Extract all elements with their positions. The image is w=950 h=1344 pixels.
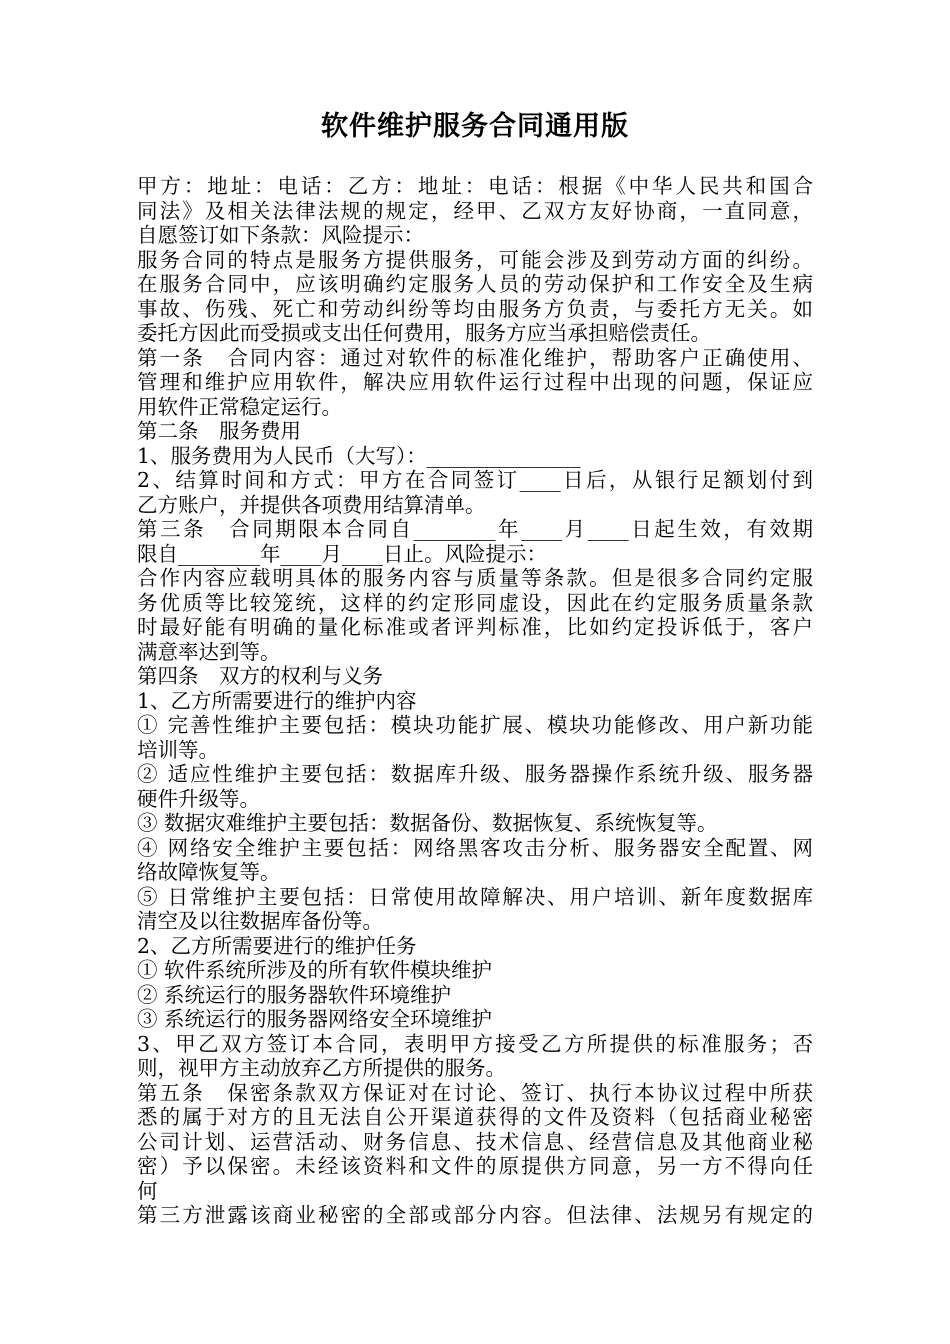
text-line: 第三方泄露该商业秘密的全部或部分内容。但法律、法规另有规定的	[137, 1203, 813, 1227]
text-line: ⑤ 日常维护主要包括：日常使用故障解决、用户培训、新年度数据库	[137, 884, 813, 909]
text-line: 事故、伤残、死亡和劳动纠纷等均由服务方负责，与委托方无关。如	[137, 296, 813, 321]
text-line: 第五条 保密条款双方保证对在讨论、签订、执行本协议过程中所获	[137, 1080, 813, 1105]
text-line: 用软件正常稳定运行。	[137, 394, 342, 419]
text-line: ① 软件系统所涉及的所有软件模块维护	[137, 958, 493, 982]
text-line: 则，视甲方主动放弃乙方所提供的服务。	[137, 1056, 506, 1080]
text-line: 务优质等比较笼统，这样的约定形同虚设，因此在约定服务质量条款	[137, 590, 813, 615]
text-line: 满意率达到等。	[137, 639, 281, 664]
text-line: 服务合同的特点是服务方提供服务，可能会涉及到劳动方面的纠纷。	[137, 247, 813, 272]
text-line: 密）予以保密。未经该资料和文件的原提供方同意，另一方不得向任	[137, 1154, 813, 1178]
text-line: 管理和维护应用软件，解决应用软件运行过程中出现的问题，保证应	[137, 370, 813, 394]
text-line: ③ 数据灾难维护主要包括：数据备份、数据恢复、系统恢复等。	[137, 811, 718, 835]
text-line: 硬件升级等。	[137, 786, 260, 811]
text-line: 1、乙方所需要进行的维护内容	[137, 688, 417, 713]
text-line: ④ 网络安全维护主要包括：网络黑客攻击分析、服务器安全配置、网	[137, 835, 813, 860]
text-line: 第二条 服务费用	[137, 419, 301, 443]
text-line: 自愿签订如下条款：风险提示：	[137, 223, 424, 247]
text-line: 限自________年____月____日止。风险提示：	[137, 541, 547, 566]
text-line: 同法》及相关法律法规的规定，经甲、乙双方友好协商，一直同意，	[137, 198, 813, 223]
text-line: 第一条 合同内容：通过对软件的标准化维护，帮助客户正确使用、	[137, 345, 813, 370]
text-line: ③ 系统运行的服务器网络安全环境维护	[137, 1007, 493, 1031]
text-line: 2、结算时间和方式：甲方在合同签订____日后，从银行足额划付到	[137, 468, 813, 492]
text-line: 委托方因此而受损或支出任何费用，服务方应当承担赔偿责任。	[137, 321, 711, 345]
document-body	[137, 174, 813, 1228]
text-line: 公司计划、运营活动、财务信息、技术信息、经营信息及其他商业秘	[137, 1129, 813, 1154]
text-line: 清空及以往数据库备份等。	[137, 909, 383, 933]
text-line: 何	[137, 1178, 158, 1203]
text-line: 在服务合同中，应该明确约定服务人员的劳动保护和工作安全及生病	[137, 272, 813, 296]
document-title: 软件维护服务合同通用版	[321, 111, 629, 142]
text-line: 络故障恢复等。	[137, 860, 281, 884]
text-line: ② 适应性维护主要包括：数据库升级、服务器操作系统升级、服务器	[137, 762, 813, 786]
text-line: 乙方账户，并提供各项费用结算清单。	[137, 492, 486, 517]
text-line: 时最好能有明确的量化标准或者评判标准，比如约定投诉低于，客户	[137, 615, 813, 639]
text-line: 1、服务费用为人民币（大写）：_______________	[137, 443, 581, 468]
text-line: 培训等。	[137, 737, 219, 762]
text-line: 第四条 双方的权利与义务	[137, 664, 383, 688]
text-line: ② 系统运行的服务器软件环境维护	[137, 982, 452, 1007]
text-line: 悉的属于对方的且无法自公开渠道获得的文件及资料（包括商业秘密	[137, 1105, 813, 1129]
text-line: 3、甲乙双方签订本合同，表明甲方接受乙方所提供的标准服务；否	[137, 1031, 813, 1056]
text-line: ① 完善性维护主要包括：模块功能扩展、模块功能修改、用户新功能	[137, 713, 813, 737]
text-line: 第三条 合同期限本合同自________年____月____日起生效，有效期	[137, 517, 813, 541]
text-line: 甲方：地址：电话：乙方：地址：电话：根据《中华人民共和国合	[137, 174, 813, 198]
text-line: 合作内容应载明具体的服务内容与质量等条款。但是很多合同约定服	[137, 566, 813, 590]
text-line: 2、乙方所需要进行的维护任务	[137, 933, 417, 958]
